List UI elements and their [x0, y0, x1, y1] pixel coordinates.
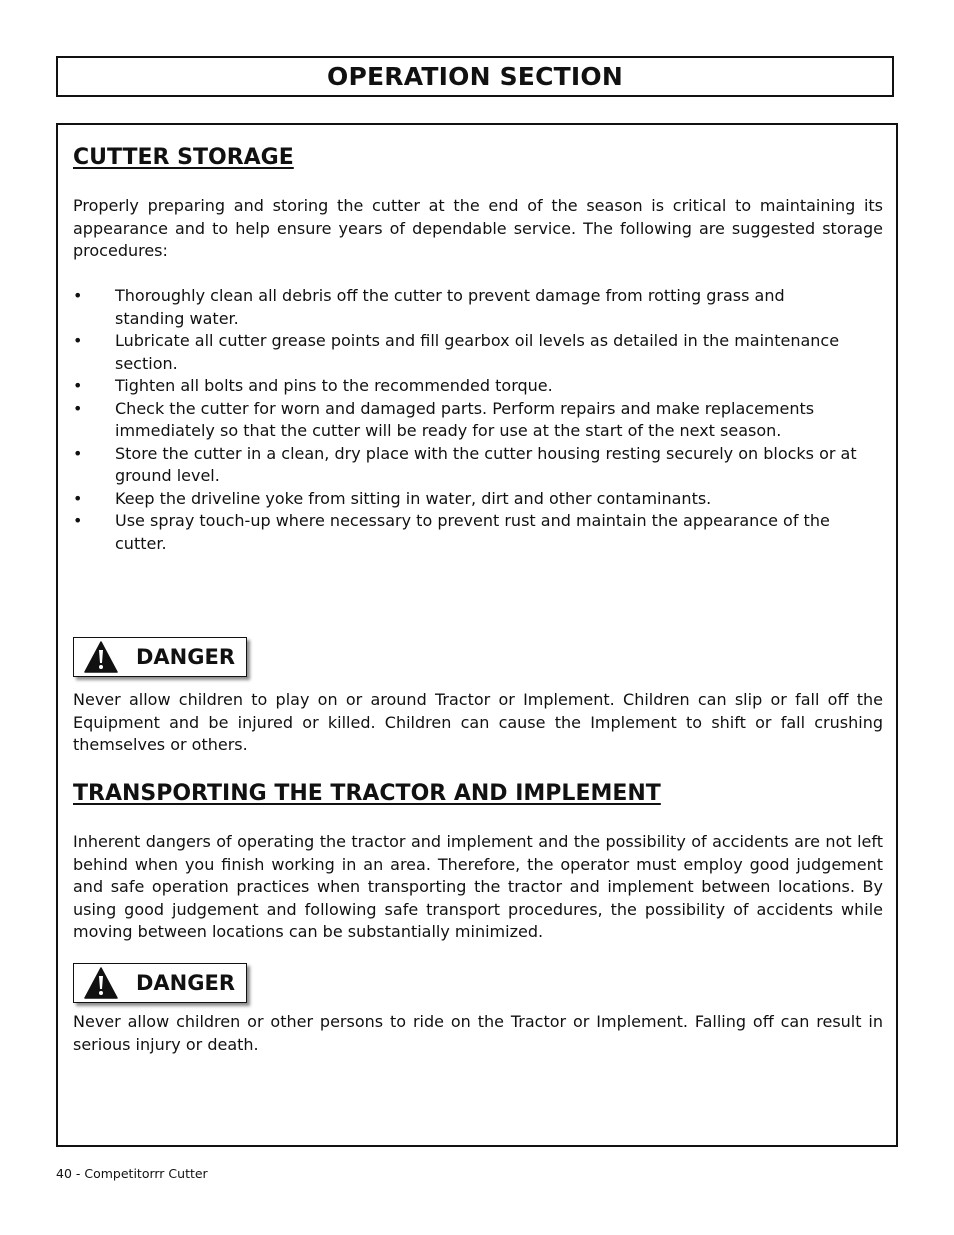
- bullet-marker: •: [73, 331, 83, 350]
- cutter-storage-intro: Properly preparing and storing the cutter at the end of the season is critical to maintaining its appearance and to help ensure years of dependable service. The following are suggested storage procedures:: [73, 196, 883, 260]
- danger-1-text-wrap: [73, 689, 883, 757]
- danger-2-text-wrap: [73, 1011, 883, 1056]
- content-frame: [56, 123, 898, 1147]
- bullet-marker: •: [73, 488, 83, 508]
- bullet-marker: •: [73, 511, 83, 530]
- list-item: • Tighten all bolts and pins to the recommended torque.: [73, 375, 857, 398]
- section-header: [56, 56, 894, 97]
- page-title: OPERATION SECTION: [327, 62, 623, 91]
- list-item: • Use spray touch-up where necessary to prevent rust and maintain the appearance of the cutter.: [73, 511, 830, 553]
- danger-label-2: [73, 963, 247, 1003]
- transport-title: TRANSPORTING THE TRACTOR AND IMPLEMENT: [73, 781, 661, 806]
- danger-label-1: [73, 637, 247, 677]
- list-item: • Check the cutter for worn and damaged parts. Perform repairs and make replacements immediately so that the cutter will be ready for use at the start of the next season.: [73, 398, 815, 440]
- page-footer: 40 - Competitorrr Cutter: [56, 1166, 208, 1181]
- danger-2-text: Never allow children or other persons to ride on the Tractor or Implement. Falling off can result in serious injury or death.: [73, 1012, 883, 1054]
- cutter-storage-title: CUTTER STORAGE: [73, 145, 294, 170]
- cutter-storage-intro-wrap: [73, 195, 883, 263]
- cutter-storage-section: [73, 145, 883, 170]
- warning-triangle-icon: [84, 967, 118, 999]
- list-item: • Store the cutter in a clean, dry place with the cutter housing resting securely on blocks or at ground level.: [73, 443, 857, 485]
- bullet-marker: •: [73, 443, 83, 463]
- danger-label-text: DANGER: [136, 645, 236, 669]
- transport-section: [73, 781, 883, 806]
- danger-label-text: DANGER: [136, 971, 236, 995]
- transport-text: Inherent dangers of operating the tractor and implement and the possibility of accidents are not left behind when you finish working in an area. Therefore, the operator must employ good judgement and safe operation practices when transporting the tractor and implement between locations. By using good judgement and following safe transport procedures, the possibility of accidents while moving between locations can be substantially minimized.: [73, 832, 883, 941]
- storage-bullet-list-wrap: [73, 285, 883, 555]
- list-item: • Thoroughly clean all debris off the cutter to prevent damage from rotting grass and standing water.: [73, 286, 785, 328]
- warning-triangle-icon: [84, 641, 118, 673]
- storage-bullet-list: [73, 285, 883, 555]
- danger-1-text: Never allow children to play on or around Tractor or Implement. Children can slip or fall off the Equipment and be injured or killed. Children can cause the Implement to shift or fall crushing themselves or others.: [73, 690, 883, 754]
- list-item: • Keep the driveline yoke from sitting in water, dirt and other contaminants.: [73, 488, 857, 511]
- list-item: • Lubricate all cutter grease points and fill gearbox oil levels as detailed in the maintenance section.: [73, 331, 840, 373]
- bullet-marker: •: [73, 398, 83, 418]
- bullet-marker: •: [73, 376, 83, 395]
- bullet-marker: •: [73, 286, 83, 305]
- transport-text-wrap: [73, 831, 883, 944]
